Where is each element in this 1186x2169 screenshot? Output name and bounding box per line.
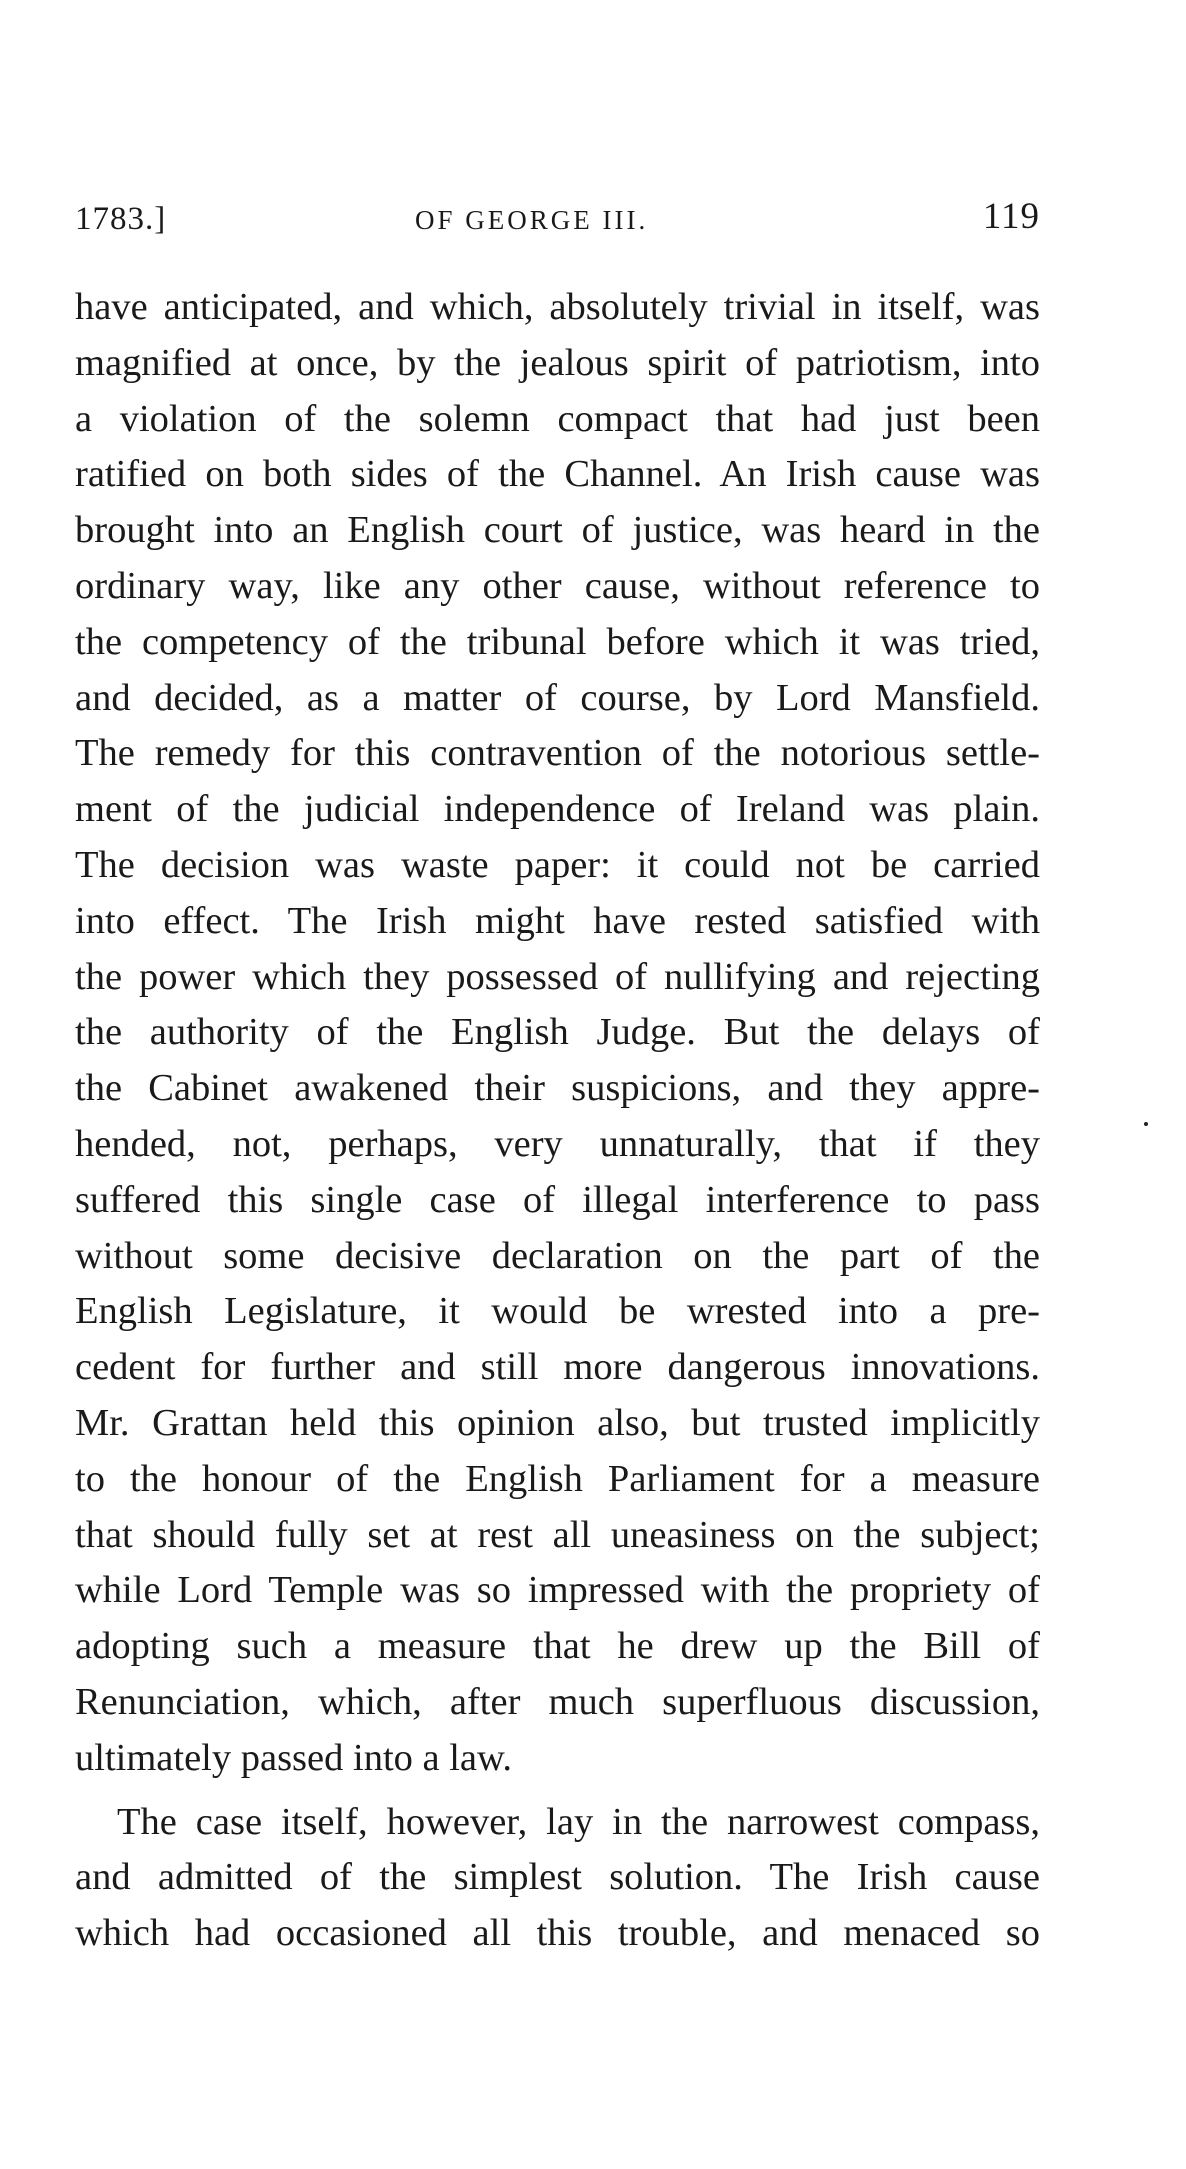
text-line: the power which they possessed of nullifying and rejecting: [75, 955, 1040, 998]
page-number: 119: [982, 196, 1040, 237]
page-header: [75, 195, 1040, 255]
text-line: while Lord Temple was so impressed with the propriety of: [75, 1569, 1040, 1612]
text-line: Mr. Grattan held this opinion also, but trusted implicitly: [75, 1401, 1040, 1444]
text-line: cedent for further and still more dangerous innovations.: [75, 1346, 1040, 1389]
text-line: The remedy for this contravention of the notorious settle-: [75, 732, 1040, 775]
text-line: Renunciation, which, after much superfluous discussion,: [75, 1680, 1040, 1723]
text-line: the competency of the tribunal before which it was tried,: [75, 620, 1040, 663]
text-line: the authority of the English Judge. But the delays of: [75, 1011, 1040, 1054]
text-line: The decision was waste paper: it could not be carried: [75, 843, 1040, 886]
header-year: 1783.]: [75, 201, 167, 237]
text-line: to the honour of the English Parliament for a measure: [75, 1457, 1040, 1500]
paragraph-1: [75, 280, 1040, 1787]
text-line: hended, not, perhaps, very unnaturally, that if they: [75, 1122, 1040, 1165]
book-page: [75, 195, 1040, 1962]
text-line: magnified at once, by the jealous spirit of patriotism, into: [75, 341, 1040, 384]
text-line: brought into an English court of justice, was heard in the: [75, 509, 1040, 552]
text-line: English Legislature, it would be wrested into a pre-: [75, 1290, 1040, 1333]
text-line: ordinary way, like any other cause, without reference to: [75, 564, 1040, 607]
text-line: that should fully set at rest all uneasiness on the subject;: [75, 1513, 1040, 1556]
text-line: ultimately passed into a law.: [75, 1736, 512, 1779]
text-line: have anticipated, and which, absolutely trivial in itself, was: [75, 286, 1040, 328]
text-line: ment of the judicial independence of Ireland was plain.: [75, 788, 1040, 831]
text-line: suffered this single case of illegal interference to pass: [75, 1178, 1040, 1221]
text-line: and decided, as a matter of course, by Lord Mansfield.: [75, 676, 1040, 719]
text-line: without some decisive declaration on the part of the: [75, 1234, 1040, 1277]
text-line: the Cabinet awakened their suspicions, and they appre-: [75, 1067, 1040, 1110]
running-title: OF GEORGE III.: [415, 205, 649, 235]
text-line: ratified on both sides of the Channel. An Irish cause was: [75, 453, 1040, 496]
text-line: The case itself, however, lay in the narrowest compass,: [117, 1800, 1040, 1843]
body-text: [75, 280, 1040, 1962]
text-line: adopting such a measure that he drew up the Bill of: [75, 1625, 1040, 1668]
ink-speck: [1144, 1122, 1148, 1126]
text-line: into effect. The Irish might have rested satisfied with: [75, 899, 1040, 942]
paragraph-break: [75, 1787, 1040, 1795]
text-line: and admitted of the simplest solution. The Irish cause: [75, 1856, 1040, 1899]
text-line: which had occasioned all this trouble, and menaced so: [75, 1912, 1040, 1955]
paragraph-2: [75, 1795, 1040, 1962]
text-line: a violation of the solemn compact that had just been: [75, 397, 1040, 440]
